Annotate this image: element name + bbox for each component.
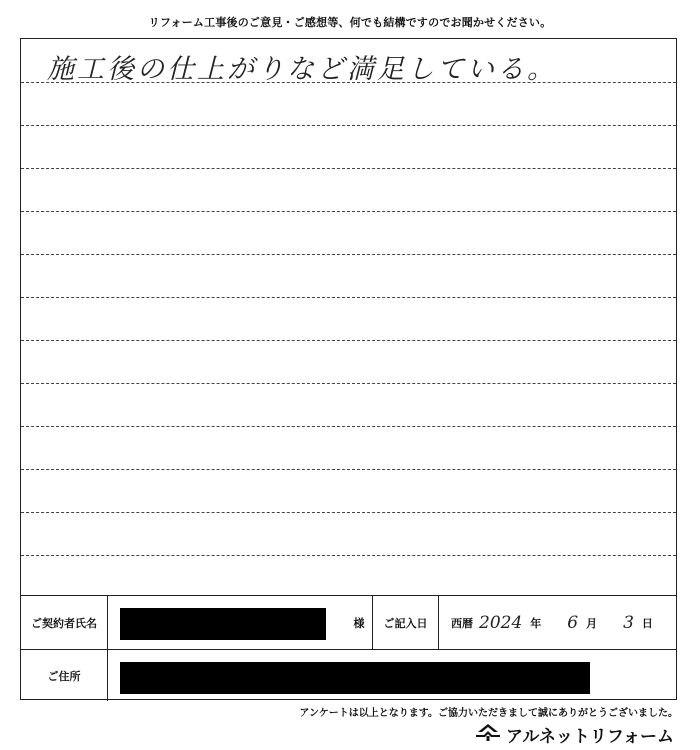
ruled-line bbox=[21, 297, 676, 298]
survey-instruction: リフォーム工事後のご意見・ご感想等、何でも結構ですのでお聞かせください。 bbox=[148, 16, 552, 29]
era-label: 西暦 bbox=[451, 616, 473, 630]
ruled-line bbox=[21, 168, 676, 169]
company-name: アルネットリフォーム bbox=[506, 727, 674, 747]
name-date-row bbox=[21, 595, 676, 649]
day-value: 3 bbox=[623, 612, 634, 633]
ruled-line bbox=[21, 82, 676, 83]
date-label: ご記入日 bbox=[372, 596, 438, 649]
year-unit: 年 bbox=[530, 616, 542, 630]
month-value: 6 bbox=[567, 612, 579, 633]
honorific-sama: 様 bbox=[353, 616, 365, 630]
company-logo bbox=[475, 722, 674, 747]
handwritten-comment: 施工後の仕上がりなど満足している。 bbox=[47, 54, 557, 85]
ruled-line bbox=[21, 211, 676, 212]
address-field bbox=[107, 650, 678, 701]
month-unit: 月 bbox=[586, 616, 598, 630]
ruled-line bbox=[21, 254, 676, 255]
day-unit: 日 bbox=[641, 616, 653, 630]
comment-sheet bbox=[20, 38, 677, 700]
ruled-line bbox=[21, 512, 676, 513]
address-row bbox=[21, 649, 676, 701]
year-value: 2024 bbox=[479, 612, 523, 633]
date-field bbox=[438, 596, 678, 649]
ruled-line bbox=[21, 555, 676, 556]
arnet-logo-icon bbox=[475, 723, 506, 746]
customer-info-table bbox=[21, 595, 676, 701]
ruled-line bbox=[21, 125, 676, 126]
ruled-line bbox=[21, 469, 676, 470]
redacted-name bbox=[120, 608, 326, 640]
name-label: ご契約者氏名 bbox=[31, 616, 97, 630]
closing-thanks: アンケートは以上となります。ご協力いただきまして誠にありがとうございました。 bbox=[299, 708, 678, 719]
ruled-line bbox=[21, 426, 676, 427]
ruled-line bbox=[21, 340, 676, 341]
name-field bbox=[107, 596, 372, 649]
redacted-address bbox=[120, 662, 590, 694]
address-label: ご住所 bbox=[47, 669, 81, 683]
comment-area bbox=[21, 39, 676, 595]
ruled-line bbox=[21, 383, 676, 384]
